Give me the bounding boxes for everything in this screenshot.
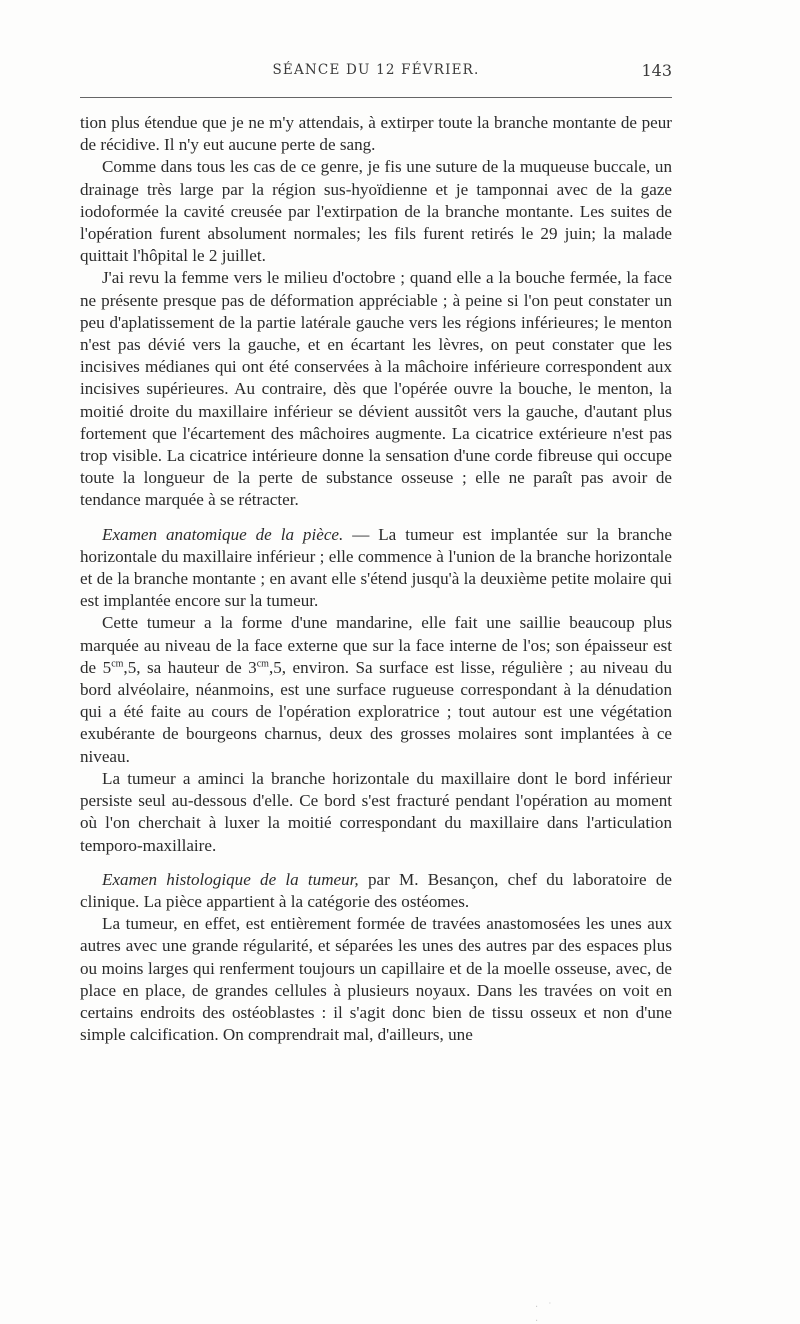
paragraph-continuation: tion plus étendue que je ne m'y attendais, à extirper toute la branche montante de peur de récidive. Il n'y eut aucune perte de sang. bbox=[80, 113, 672, 155]
histological-exam-text: par M. Besançon, chef du laboratoire de clinique. La pièce appartient à la catégorie des ostéomes. bbox=[80, 869, 672, 911]
running-head bbox=[80, 62, 672, 86]
paragraph-suture: Comme dans tous les cas de ce genre, je fis une suture de la muqueuse buccale, un drainage très large par la région sus-hyoïdienne et je tamponnai avec de la gaze iodoformée la cavité creusée par l'extirpation de la branche montante. Les suites de l'opération furent absolument normales; les fils furent retirés le 29 juin; la malade quittait l'hôpital le 2 juillet. bbox=[80, 157, 672, 266]
header-rule bbox=[80, 97, 672, 98]
paragraph-fracture: La tumeur a aminci la branche horizontale du maxillaire dont le bord inférieur persiste seul au-dessous d'elle. Ce bord s'est fracturé pendant l'opération au moment où l'on cherchait à luxer la moitié correspondant du maxillaire dans l'articulation temporo-maxillaire. bbox=[80, 768, 672, 855]
paragraph-tumor-shape bbox=[80, 612, 672, 767]
tumor-shape-text-c: ,5, environ. Sa surface est lisse, régulière ; au niveau du bord alvéolaire, néanmoins, est une surface rugueuse correspondant à la dénudation qui a été faite au cours de l'opération exploratrice ; tout autour est une végétation exubérante de bourgeons charnus, deux des grosses molaires sont implantées à ce niveau. bbox=[80, 657, 672, 766]
histological-exam-heading: Examen histologique de la tumeur, bbox=[102, 869, 359, 889]
tumor-shape-text-b: ,5, sa hauteur de 3 bbox=[123, 657, 257, 677]
paragraph-anatomical-exam bbox=[80, 524, 672, 613]
tumor-shape-text-a: Cette tumeur a la forme d'une mandarine, elle fait une saillie beaucoup plus marquée au niveau de la face externe que sur la face interne de l'os; son épaisseur est de 5 bbox=[80, 613, 672, 677]
anatomical-exam-heading: Examen anatomique de la pièce. bbox=[102, 524, 344, 544]
print-speck: · ˙ . bbox=[535, 1302, 556, 1324]
page-number: 143 bbox=[641, 61, 672, 80]
running-title: SÉANCE DU 12 FÉVRIER. bbox=[272, 62, 480, 78]
body-text bbox=[80, 112, 672, 1046]
unit-cm-1: cm bbox=[111, 658, 124, 670]
paragraph-follow-up: J'ai revu la femme vers le milieu d'octobre ; quand elle a la bouche fermée, la face ne présente presque pas de déformation appréciable ; à peine si l'on peut constater un peu d'aplatissement de la partie latérale gauche vers les régions inférieures; le menton n'est pas dévié vers la gauche, et en écartant les lèvres, on peut constater que les incisives médianes qui ont été conservées à la mâchoire inférieure correspondent aux incisives supérieures. Au contraire, dès que l'opérée ouvre la bouche, le menton, la moitié droite du maxillaire inférieur se dévient aussitôt vers la gauche, d'autant plus fortement que l'écartement des mâchoires augmente. La cicatrice extérieure n'est pas trop visible. La cicatrice intérieure donne la sensation d'une corde fibreuse qui occupe toute la longueur de la perte de substance osseuse ; elle ne paraît pas avoir de tendance marquée à se rétracter. bbox=[80, 268, 672, 510]
paragraph-histological-exam bbox=[80, 869, 672, 913]
anatomical-exam-text: — La tumeur est implantée sur la branche horizontale du maxillaire inférieur ; elle commence à l'union de la branche horizontale et de la branche montante ; en avant elle s'étend jusqu'à la deuxième petite molaire qui est implantée encore sur la tumeur. bbox=[80, 524, 672, 611]
paragraph-osteoma-description: La tumeur, en effet, est entièrement formée de travées anastomosées les unes aux autres avec une grande régularité, et séparées les unes des autres par des espaces plus ou moins larges qui renferment toujours un capillaire et de la moelle osseuse, avec, de place en place, de grandes cellules à plusieurs noyaux. Dans les travées on voit en certains endroits des ostéoblastes : il s'agit donc bien de tissu osseux et non d'une simple calcification. On comprendrait mal, d'ailleurs, une bbox=[80, 914, 672, 1045]
unit-cm-2: cm bbox=[256, 658, 269, 670]
